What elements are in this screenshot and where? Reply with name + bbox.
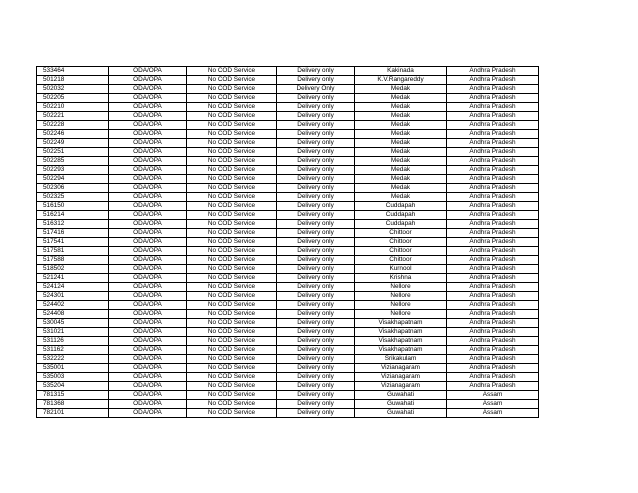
table-row (37, 373, 539, 382)
cod-status-cell: No COD Service (187, 130, 277, 139)
zone-type-cell: ODA/OPA (109, 112, 187, 121)
zone-type-cell: ODA/OPA (109, 364, 187, 373)
pincode-cell: 502228 (37, 121, 109, 130)
service-type-cell: Delivery only (277, 193, 355, 202)
city-cell: Guwahati (355, 409, 447, 418)
state-cell: Andhra Pradesh (447, 328, 539, 337)
state-cell: Assam (447, 409, 539, 418)
zone-type-cell: ODA/OPA (109, 148, 187, 157)
state-cell: Andhra Pradesh (447, 157, 539, 166)
cod-status-cell: No COD Service (187, 355, 277, 364)
table-row (37, 319, 539, 328)
cod-status-cell: No COD Service (187, 229, 277, 238)
city-cell: Vizianagaram (355, 382, 447, 391)
city-cell: Medak (355, 184, 447, 193)
cod-status-cell: No COD Service (187, 211, 277, 220)
city-cell: Medak (355, 148, 447, 157)
city-cell: Chittoor (355, 247, 447, 256)
zone-type-cell: ODA/OPA (109, 184, 187, 193)
state-cell: Andhra Pradesh (447, 310, 539, 319)
pincode-cell: 781315 (37, 391, 109, 400)
cod-status-cell: No COD Service (187, 139, 277, 148)
table-row (37, 112, 539, 121)
pincode-cell: 502210 (37, 103, 109, 112)
state-cell: Andhra Pradesh (447, 148, 539, 157)
state-cell: Andhra Pradesh (447, 265, 539, 274)
city-cell: Visakhapatnam (355, 346, 447, 355)
pincode-cell: 502306 (37, 184, 109, 193)
pincode-cell: 502249 (37, 139, 109, 148)
cod-status-cell: No COD Service (187, 283, 277, 292)
cod-status-cell: No COD Service (187, 166, 277, 175)
table-row (37, 355, 539, 364)
service-type-cell: Delivery only (277, 274, 355, 283)
pincode-cell: 502251 (37, 148, 109, 157)
zone-type-cell: ODA/OPA (109, 193, 187, 202)
city-cell: Kakinada (355, 67, 447, 76)
cod-status-cell: No COD Service (187, 67, 277, 76)
service-type-cell: Delivery only (277, 247, 355, 256)
state-cell: Andhra Pradesh (447, 382, 539, 391)
cod-status-cell: No COD Service (187, 112, 277, 121)
service-type-cell: Delivery only (277, 121, 355, 130)
zone-type-cell: ODA/OPA (109, 373, 187, 382)
cod-status-cell: No COD Service (187, 76, 277, 85)
city-cell: Guwahati (355, 391, 447, 400)
city-cell: Medak (355, 85, 447, 94)
service-type-cell: Delivery only (277, 373, 355, 382)
table-row (37, 139, 539, 148)
zone-type-cell: ODA/OPA (109, 94, 187, 103)
state-cell: Andhra Pradesh (447, 292, 539, 301)
table-row (37, 292, 539, 301)
state-cell: Andhra Pradesh (447, 337, 539, 346)
cod-status-cell: No COD Service (187, 328, 277, 337)
pincode-cell: 517416 (37, 229, 109, 238)
service-type-cell: Delivery only (277, 202, 355, 211)
state-cell: Andhra Pradesh (447, 184, 539, 193)
state-cell: Andhra Pradesh (447, 220, 539, 229)
service-type-cell: Delivery only (277, 175, 355, 184)
table-row (37, 265, 539, 274)
zone-type-cell: ODA/OPA (109, 292, 187, 301)
state-cell: Andhra Pradesh (447, 139, 539, 148)
state-cell: Andhra Pradesh (447, 364, 539, 373)
service-type-cell: Delivery only (277, 67, 355, 76)
zone-type-cell: ODA/OPA (109, 103, 187, 112)
city-cell: Medak (355, 94, 447, 103)
pincode-cell: 502246 (37, 130, 109, 139)
table-row (37, 391, 539, 400)
service-type-cell: Delivery only (277, 238, 355, 247)
city-cell: Chittoor (355, 238, 447, 247)
table-row (37, 121, 539, 130)
pincode-cell: 502285 (37, 157, 109, 166)
city-cell: Medak (355, 103, 447, 112)
cod-status-cell: No COD Service (187, 94, 277, 103)
cod-status-cell: No COD Service (187, 373, 277, 382)
table-row (37, 130, 539, 139)
state-cell: Andhra Pradesh (447, 319, 539, 328)
zone-type-cell: ODA/OPA (109, 310, 187, 319)
service-type-cell: Delivery only (277, 166, 355, 175)
city-cell: Medak (355, 112, 447, 121)
cod-status-cell: No COD Service (187, 247, 277, 256)
zone-type-cell: ODA/OPA (109, 301, 187, 310)
pincode-cell: 516214 (37, 211, 109, 220)
city-cell: Nellore (355, 283, 447, 292)
cod-status-cell: No COD Service (187, 364, 277, 373)
state-cell: Assam (447, 400, 539, 409)
service-type-cell: Delivery only (277, 319, 355, 328)
cod-status-cell: No COD Service (187, 400, 277, 409)
state-cell: Andhra Pradesh (447, 130, 539, 139)
table-row (37, 337, 539, 346)
city-cell: Kurnool (355, 265, 447, 274)
pincode-cell: 502325 (37, 193, 109, 202)
state-cell: Andhra Pradesh (447, 256, 539, 265)
cod-status-cell: No COD Service (187, 319, 277, 328)
table-row (37, 175, 539, 184)
service-type-cell: Delivery only (277, 310, 355, 319)
state-cell: Andhra Pradesh (447, 175, 539, 184)
city-cell: Chittoor (355, 229, 447, 238)
city-cell: Nellore (355, 310, 447, 319)
pincode-cell: 535204 (37, 382, 109, 391)
city-cell: K.V.Rangareddy (355, 76, 447, 85)
pincode-cell: 501218 (37, 76, 109, 85)
service-type-cell: Delivery only (277, 382, 355, 391)
zone-type-cell: ODA/OPA (109, 121, 187, 130)
pincode-cell: 535003 (37, 373, 109, 382)
state-cell: Andhra Pradesh (447, 193, 539, 202)
city-cell: Medak (355, 130, 447, 139)
zone-type-cell: ODA/OPA (109, 274, 187, 283)
pincode-cell: 530045 (37, 319, 109, 328)
city-cell: Nellore (355, 301, 447, 310)
city-cell: Visakhapatnam (355, 328, 447, 337)
service-type-cell: Delivery only (277, 229, 355, 238)
cod-status-cell: No COD Service (187, 256, 277, 265)
service-type-cell: Delivery only (277, 184, 355, 193)
cod-status-cell: No COD Service (187, 310, 277, 319)
pincode-cell: 524402 (37, 301, 109, 310)
service-type-cell: Delivery only (277, 409, 355, 418)
table-row (37, 256, 539, 265)
table-row (37, 166, 539, 175)
pincode-cell: 517581 (37, 247, 109, 256)
cod-status-cell: No COD Service (187, 382, 277, 391)
table-row (37, 184, 539, 193)
table-row (37, 220, 539, 229)
state-cell: Andhra Pradesh (447, 121, 539, 130)
zone-type-cell: ODA/OPA (109, 319, 187, 328)
zone-type-cell: ODA/OPA (109, 382, 187, 391)
service-type-cell: Delivery only (277, 139, 355, 148)
state-cell: Andhra Pradesh (447, 229, 539, 238)
service-type-cell: Delivery only (277, 337, 355, 346)
state-cell: Andhra Pradesh (447, 283, 539, 292)
service-type-cell: Delivery only (277, 355, 355, 364)
service-type-cell: Delivery only (277, 256, 355, 265)
zone-type-cell: ODA/OPA (109, 256, 187, 265)
pincode-cell: 531021 (37, 328, 109, 337)
state-cell: Andhra Pradesh (447, 202, 539, 211)
service-type-cell: Delivery only (277, 292, 355, 301)
cod-status-cell: No COD Service (187, 85, 277, 94)
table-row (37, 148, 539, 157)
table-row (37, 94, 539, 103)
state-cell: Andhra Pradesh (447, 346, 539, 355)
pincode-cell: 533464 (37, 67, 109, 76)
cod-status-cell: No COD Service (187, 175, 277, 184)
state-cell: Andhra Pradesh (447, 85, 539, 94)
state-cell: Andhra Pradesh (447, 103, 539, 112)
service-type-cell: Delivery only (277, 328, 355, 337)
pincode-cell: 532222 (37, 355, 109, 364)
table-row (37, 229, 539, 238)
city-cell: Guwahati (355, 400, 447, 409)
table-row (37, 247, 539, 256)
table-row (37, 157, 539, 166)
zone-type-cell: ODA/OPA (109, 220, 187, 229)
cod-status-cell: No COD Service (187, 202, 277, 211)
pincode-cell: 502205 (37, 94, 109, 103)
table-row (37, 346, 539, 355)
service-type-cell: Delivery only (277, 391, 355, 400)
pincode-cell: 502221 (37, 112, 109, 121)
city-cell: Medak (355, 139, 447, 148)
table-row (37, 85, 539, 94)
cod-status-cell: No COD Service (187, 121, 277, 130)
zone-type-cell: ODA/OPA (109, 337, 187, 346)
table-row (37, 310, 539, 319)
zone-type-cell: ODA/OPA (109, 229, 187, 238)
state-cell: Andhra Pradesh (447, 94, 539, 103)
zone-type-cell: ODA/OPA (109, 211, 187, 220)
table-row (37, 301, 539, 310)
state-cell: Andhra Pradesh (447, 274, 539, 283)
state-cell: Andhra Pradesh (447, 211, 539, 220)
state-cell: Andhra Pradesh (447, 76, 539, 85)
pincode-table (36, 66, 539, 418)
service-type-cell: Delivery only (277, 301, 355, 310)
service-type-cell: Delivery only (277, 103, 355, 112)
cod-status-cell: No COD Service (187, 292, 277, 301)
cod-status-cell: No COD Service (187, 409, 277, 418)
zone-type-cell: ODA/OPA (109, 67, 187, 76)
table-row (37, 103, 539, 112)
pincode-cell: 524124 (37, 283, 109, 292)
service-type-cell: Delivery only (277, 346, 355, 355)
city-cell: Medak (355, 193, 447, 202)
service-type-cell: Delivery only (277, 211, 355, 220)
cod-status-cell: No COD Service (187, 238, 277, 247)
pincode-cell: 524301 (37, 292, 109, 301)
cod-status-cell: No COD Service (187, 193, 277, 202)
cod-status-cell: No COD Service (187, 346, 277, 355)
table-row (37, 202, 539, 211)
table-row (37, 193, 539, 202)
service-type-cell: Delivery only (277, 283, 355, 292)
city-cell: Visakhapatnam (355, 319, 447, 328)
table-row (37, 409, 539, 418)
zone-type-cell: ODA/OPA (109, 265, 187, 274)
table-row (37, 211, 539, 220)
zone-type-cell: ODA/OPA (109, 400, 187, 409)
service-type-cell: Delivery only (277, 265, 355, 274)
pincode-cell: 517541 (37, 238, 109, 247)
state-cell: Andhra Pradesh (447, 112, 539, 121)
cod-status-cell: No COD Service (187, 103, 277, 112)
zone-type-cell: ODA/OPA (109, 328, 187, 337)
service-type-cell: Delivery only (277, 76, 355, 85)
zone-type-cell: ODA/OPA (109, 202, 187, 211)
cod-status-cell: No COD Service (187, 391, 277, 400)
service-type-cell: Delivery only (277, 94, 355, 103)
table-row (37, 67, 539, 76)
zone-type-cell: ODA/OPA (109, 139, 187, 148)
city-cell: Medak (355, 121, 447, 130)
zone-type-cell: ODA/OPA (109, 409, 187, 418)
state-cell: Andhra Pradesh (447, 301, 539, 310)
cod-status-cell: No COD Service (187, 220, 277, 229)
zone-type-cell: ODA/OPA (109, 157, 187, 166)
city-cell: Medak (355, 175, 447, 184)
service-type-cell: Delivery only (277, 364, 355, 373)
table-row (37, 400, 539, 409)
pincode-cell: 531126 (37, 337, 109, 346)
table-row (37, 76, 539, 85)
table-row (37, 364, 539, 373)
service-type-cell: Delivery only (277, 112, 355, 121)
table-row (37, 274, 539, 283)
zone-type-cell: ODA/OPA (109, 238, 187, 247)
service-type-cell: Delivery only (277, 148, 355, 157)
city-cell: Srikakulam (355, 355, 447, 364)
city-cell: Medak (355, 166, 447, 175)
service-type-cell: Delivery only (277, 400, 355, 409)
zone-type-cell: ODA/OPA (109, 76, 187, 85)
city-cell: Chittoor (355, 256, 447, 265)
pincode-cell: 782101 (37, 409, 109, 418)
service-type-cell: Delivery Only (277, 85, 355, 94)
state-cell: Andhra Pradesh (447, 238, 539, 247)
state-cell: Andhra Pradesh (447, 247, 539, 256)
pincode-cell: 502032 (37, 85, 109, 94)
zone-type-cell: ODA/OPA (109, 391, 187, 400)
pincode-cell: 518502 (37, 265, 109, 274)
table-row (37, 382, 539, 391)
zone-type-cell: ODA/OPA (109, 166, 187, 175)
pincode-cell: 516312 (37, 220, 109, 229)
service-type-cell: Delivery only (277, 130, 355, 139)
cod-status-cell: No COD Service (187, 274, 277, 283)
pincode-cell: 535001 (37, 364, 109, 373)
pincode-cell: 781368 (37, 400, 109, 409)
city-cell: Vizianagaram (355, 373, 447, 382)
zone-type-cell: ODA/OPA (109, 355, 187, 364)
zone-type-cell: ODA/OPA (109, 346, 187, 355)
cod-status-cell: No COD Service (187, 148, 277, 157)
cod-status-cell: No COD Service (187, 301, 277, 310)
city-cell: Nellore (355, 292, 447, 301)
cod-status-cell: No COD Service (187, 184, 277, 193)
zone-type-cell: ODA/OPA (109, 175, 187, 184)
city-cell: Cuddapah (355, 211, 447, 220)
table-body (37, 67, 539, 418)
city-cell: Cuddapah (355, 220, 447, 229)
pincode-cell: 502294 (37, 175, 109, 184)
city-cell: Vizianagaram (355, 364, 447, 373)
zone-type-cell: ODA/OPA (109, 85, 187, 94)
state-cell: Andhra Pradesh (447, 67, 539, 76)
pincode-cell: 524408 (37, 310, 109, 319)
pincode-cell: 531162 (37, 346, 109, 355)
pincode-cell: 517588 (37, 256, 109, 265)
zone-type-cell: ODA/OPA (109, 130, 187, 139)
city-cell: Visakhapatnam (355, 337, 447, 346)
service-type-cell: Delivery only (277, 157, 355, 166)
pincode-sheet (36, 66, 538, 418)
city-cell: Medak (355, 157, 447, 166)
table-row (37, 328, 539, 337)
state-cell: Andhra Pradesh (447, 373, 539, 382)
pincode-cell: 516150 (37, 202, 109, 211)
cod-status-cell: No COD Service (187, 157, 277, 166)
zone-type-cell: ODA/OPA (109, 247, 187, 256)
city-cell: Krishna (355, 274, 447, 283)
state-cell: Andhra Pradesh (447, 355, 539, 364)
state-cell: Assam (447, 391, 539, 400)
pincode-cell: 521241 (37, 274, 109, 283)
zone-type-cell: ODA/OPA (109, 283, 187, 292)
state-cell: Andhra Pradesh (447, 166, 539, 175)
service-type-cell: Delivery only (277, 220, 355, 229)
cod-status-cell: No COD Service (187, 265, 277, 274)
city-cell: Cuddapah (355, 202, 447, 211)
pincode-cell: 502293 (37, 166, 109, 175)
cod-status-cell: No COD Service (187, 337, 277, 346)
table-row (37, 283, 539, 292)
table-row (37, 238, 539, 247)
